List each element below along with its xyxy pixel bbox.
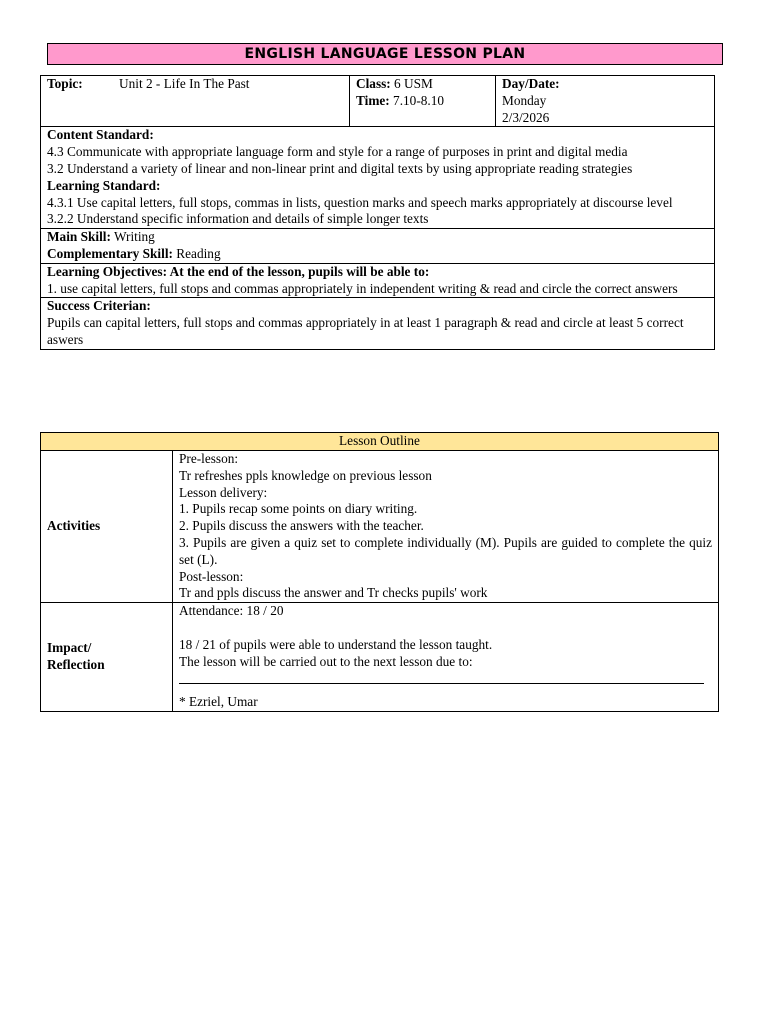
delivery-step: 3. Pupils are given a quiz set to complete individually (M). Pupils are guided to complete the quiz set (L). bbox=[179, 534, 712, 567]
complementary-skill-value: Reading bbox=[172, 245, 221, 261]
topic-label: Topic: bbox=[47, 76, 83, 91]
date-label: Day/Date: bbox=[502, 76, 560, 91]
date-value: 2/3/2026 bbox=[502, 109, 550, 125]
attendance-text: Attendance: 18 / 20 bbox=[179, 603, 284, 619]
standards-row bbox=[41, 127, 715, 229]
impact-reflection-label bbox=[41, 603, 173, 712]
learning-standard-item: 3.2.2 Understand specific information and details of simple longer texts bbox=[47, 211, 429, 227]
main-skill-label: Main Skill: bbox=[47, 229, 111, 245]
activities-row bbox=[41, 451, 719, 603]
activities-label: Activities bbox=[41, 451, 173, 603]
date-cell bbox=[496, 76, 715, 127]
impact-row bbox=[41, 603, 719, 712]
standards-cell bbox=[41, 127, 715, 229]
post-lesson-text: Tr and ppls discuss the answer and Tr checks pupils' work bbox=[179, 585, 488, 601]
success-criteria-label: Success Criterian: bbox=[47, 298, 151, 314]
activities-cell bbox=[173, 451, 719, 603]
pre-lesson-text: Tr refreshes ppls knowledge on previous lesson bbox=[179, 467, 432, 483]
topic-cell bbox=[41, 76, 350, 127]
doc-title: ENGLISH LANGUAGE LESSON PLAN bbox=[47, 43, 723, 65]
class-time-cell bbox=[350, 76, 496, 127]
lesson-delivery-label: Lesson delivery: bbox=[179, 484, 268, 500]
learning-standard-item: 4.3.1 Use capital letters, full stops, commas in lists, question marks and speech marks appropriately at discourse level bbox=[47, 194, 673, 210]
outline-heading-row bbox=[41, 433, 719, 451]
day-value: Monday bbox=[502, 92, 547, 108]
understood-text: 18 / 21 of pupils were able to understand the lesson taught. bbox=[179, 636, 493, 652]
impact-label: Impact/ bbox=[47, 640, 92, 656]
class-label: Class: bbox=[356, 76, 391, 91]
class-value: 6 USM bbox=[390, 76, 433, 91]
content-standard-item: 3.2 Understand a variety of linear and non-linear print and digital texts by using appropriate reading strategies bbox=[47, 160, 633, 176]
learning-standard-label: Learning Standard: bbox=[47, 177, 161, 193]
delivery-step: 2. Pupils discuss the answers with the teacher. bbox=[179, 518, 424, 534]
lesson-outline-table bbox=[40, 432, 719, 712]
pupil-names: * Ezriel, Umar bbox=[179, 694, 258, 710]
lesson-plan-table bbox=[40, 75, 715, 350]
success-cell bbox=[41, 298, 715, 349]
impact-cell bbox=[173, 603, 719, 712]
objectives-label: Learning Objectives: At the end of the lesson, pupils will be able to: bbox=[47, 263, 430, 279]
objectives-row bbox=[41, 263, 715, 298]
objectives-text: 1. use capital letters, full stops and commas appropriately in independent writing & read and circle the correct answers bbox=[47, 280, 678, 296]
main-skill-value: Writing bbox=[110, 229, 155, 245]
blank-line bbox=[179, 620, 712, 637]
objectives-cell bbox=[41, 263, 715, 298]
time-value: 7.10-8.10 bbox=[389, 92, 445, 108]
time-label: Time: bbox=[356, 92, 390, 108]
complementary-skill-label: Complementary Skill: bbox=[47, 245, 173, 261]
post-lesson-label: Post-lesson: bbox=[179, 568, 244, 584]
success-row bbox=[41, 298, 715, 349]
skills-row bbox=[41, 229, 715, 264]
lesson-outline-heading: Lesson Outline bbox=[41, 433, 719, 451]
carried-over-text: The lesson will be carried out to the next lesson due to: bbox=[179, 653, 473, 669]
skills-cell bbox=[41, 229, 715, 264]
topic-value: Unit 2 - Life In The Past bbox=[119, 76, 250, 91]
delivery-step: 1. Pupils recap some points on diary writing. bbox=[179, 501, 418, 517]
header-row bbox=[41, 76, 715, 127]
pre-lesson-label: Pre-lesson: bbox=[179, 451, 239, 466]
reflection-label: Reflection bbox=[47, 657, 105, 673]
success-criteria-text: Pupils can capital letters, full stops and commas appropriately in at least 1 paragraph & read and circle at least 5 correct aswers bbox=[47, 315, 684, 347]
content-standard-label: Content Standard: bbox=[47, 127, 154, 143]
content-standard-item: 4.3 Communicate with appropriate language form and style for a range of purposes in print and digital media bbox=[47, 144, 628, 160]
answer-line bbox=[179, 670, 704, 684]
